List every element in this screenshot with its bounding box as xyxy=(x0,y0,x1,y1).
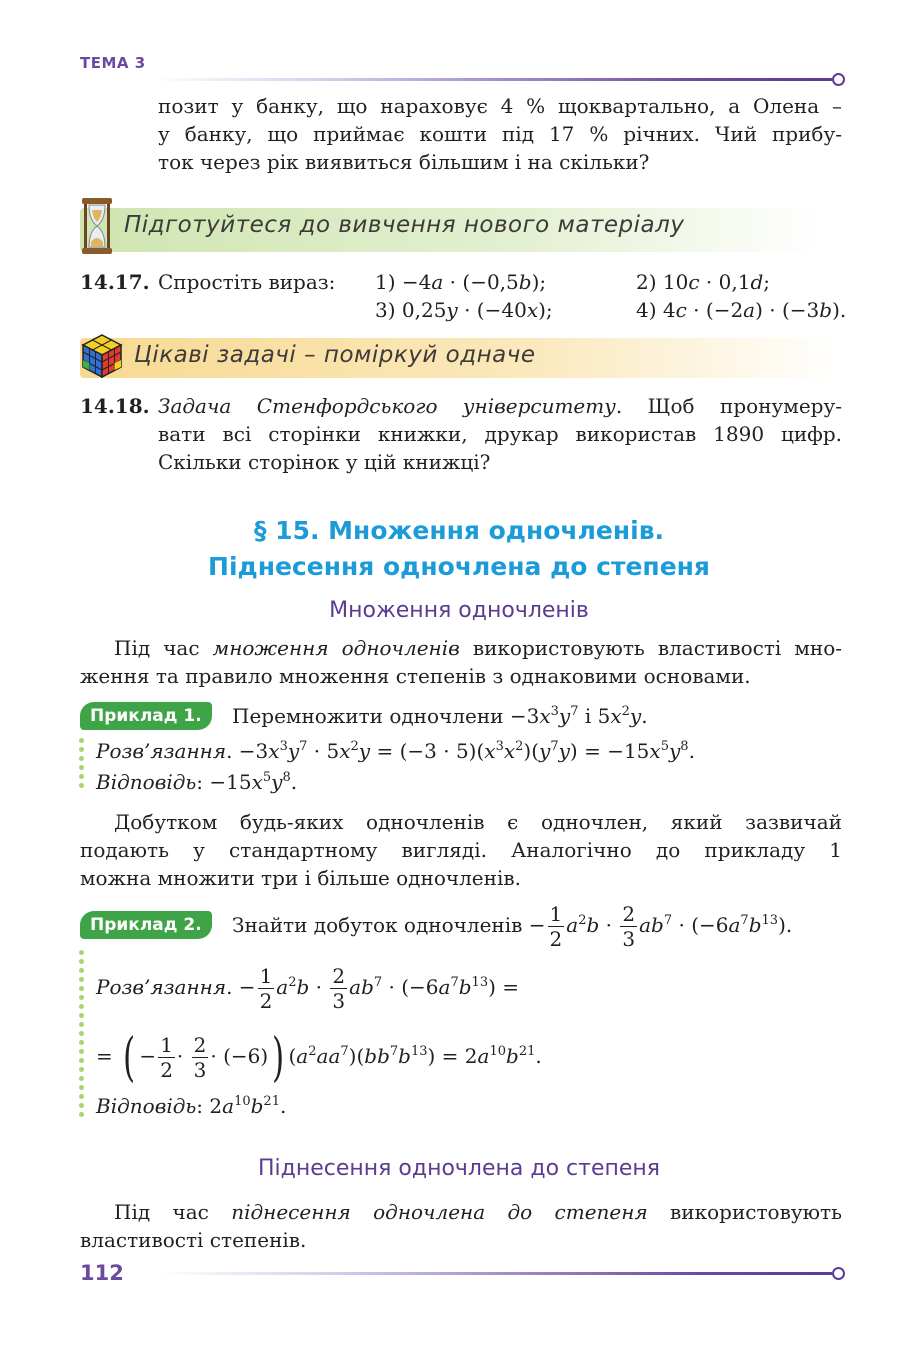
rubiks-cube-icon xyxy=(80,332,124,384)
example-2-solution-line-2: = ( − $\frac{1}{2}$ · $\frac{2}{3}$ · (−6)) $(a^2aa^7)(bb^7b^{13}) = 2a^{10}b^{21}$. xyxy=(96,1027,542,1088)
paragraph-line: можна множити три і більше одночленів. xyxy=(80,866,521,890)
solution-marker xyxy=(79,738,85,792)
exercise-item-1: 1) −4a · (−0,5b); xyxy=(375,270,547,294)
subsection-title: Піднесення одночлена до степеня xyxy=(257,1156,661,1181)
solution-marker xyxy=(79,950,85,1121)
example-1-task: Перемножити одночлени $-3x^3y^7$ і $5x^2y$. xyxy=(232,704,648,728)
paragraph-line: ження та правило множення степенів з однаковими основами. xyxy=(80,664,751,688)
exercise-14-18-line-1: Задача Стенфордського університету. Щоб пронумеру- xyxy=(158,394,843,418)
section-title-line-2: Піднесення одночлена до степеня xyxy=(208,552,710,581)
example-label: Приклад 1. xyxy=(80,702,212,730)
topic-label: ТЕМА 3 xyxy=(80,54,146,72)
example-2-task: Знайти добуток одночленів − $\frac{1}{2}$ $a^2b$ · $\frac{2}{3}$ $ab^7 \cdot (-6a^7b^{13})$. xyxy=(232,902,793,951)
exercise-item-2: 2) 10c · 0,1d; xyxy=(636,270,770,294)
paragraph-line: Під час множення одночленів використовують властивості мно- xyxy=(114,636,843,660)
example-1-solution: Розв’язання. $-3x^3y^7 \cdot 5x^2y = (-3 \cdot 5)(x^3x^2)(y^7y) = -15x^5y^8$. xyxy=(96,739,695,763)
intro-line-3: ток через рік виявиться більшим і на скільки? xyxy=(158,150,650,174)
paragraph-line: властивості степенів. xyxy=(80,1228,307,1252)
example-2-answer: Відповідь: $2a^{10}b^{21}$. xyxy=(96,1094,287,1118)
exercise-number: 14.17. xyxy=(80,270,150,294)
footer-rule xyxy=(160,1272,832,1275)
exercise-number: 14.18. xyxy=(80,394,150,418)
header-rule-end-icon xyxy=(832,73,845,86)
example-label: Приклад 2. xyxy=(80,911,212,939)
subsection-title: Множення одночленів xyxy=(329,598,589,623)
exercise-item-3: 3) 0,25y · (−40x); xyxy=(375,298,553,322)
banner-puzzles-text: Цікаві задачі – поміркуй одначе xyxy=(134,342,536,368)
page-number: 112 xyxy=(80,1261,124,1285)
paragraph-line: Добутком будь-яких одночленів є одночлен, який зазвичай xyxy=(114,810,842,834)
footer-rule-end-icon xyxy=(832,1267,845,1280)
exercise-item-4: 4) 4c · (−2a) · (−3b). xyxy=(636,298,847,322)
section-title-line-1: § 15. Множення одночленів. xyxy=(253,516,665,545)
paragraph-line: подають у стандартному вигляді. Аналогічно до прикладу 1 xyxy=(80,838,842,862)
example-2-solution-line-1: Розв’язання. − $\frac{1}{2}$ $a^2b$ · $\frac{2}{3}$ $ab^7 \cdot (-6a^7b^{13})$ = xyxy=(96,964,520,1013)
exercise-14-18-line-3: Скільки сторінок у цій книжці? xyxy=(158,450,491,474)
hourglass-icon xyxy=(80,196,114,260)
intro-line-1: позит у банку, що нараховує 4 % щоквартально, а Олена – xyxy=(158,94,842,118)
banner-prepare-text: Підготуйтеся до вивчення нового матеріалу xyxy=(124,212,685,238)
header-rule xyxy=(152,78,832,81)
paragraph-line: Під час піднесення одночлена до степеня використовують xyxy=(114,1200,842,1224)
intro-line-2: у банку, що приймає кошти під 17 % річних. Чий прибу- xyxy=(158,122,842,146)
example-1-answer: Відповідь: $-15x^5y^8$. xyxy=(96,770,298,794)
exercise-14-18-line-2: вати всі сторінки книжки, друкар використав 1890 цифр. xyxy=(158,422,842,446)
exercise-prompt: Спростіть вираз: xyxy=(158,270,336,294)
